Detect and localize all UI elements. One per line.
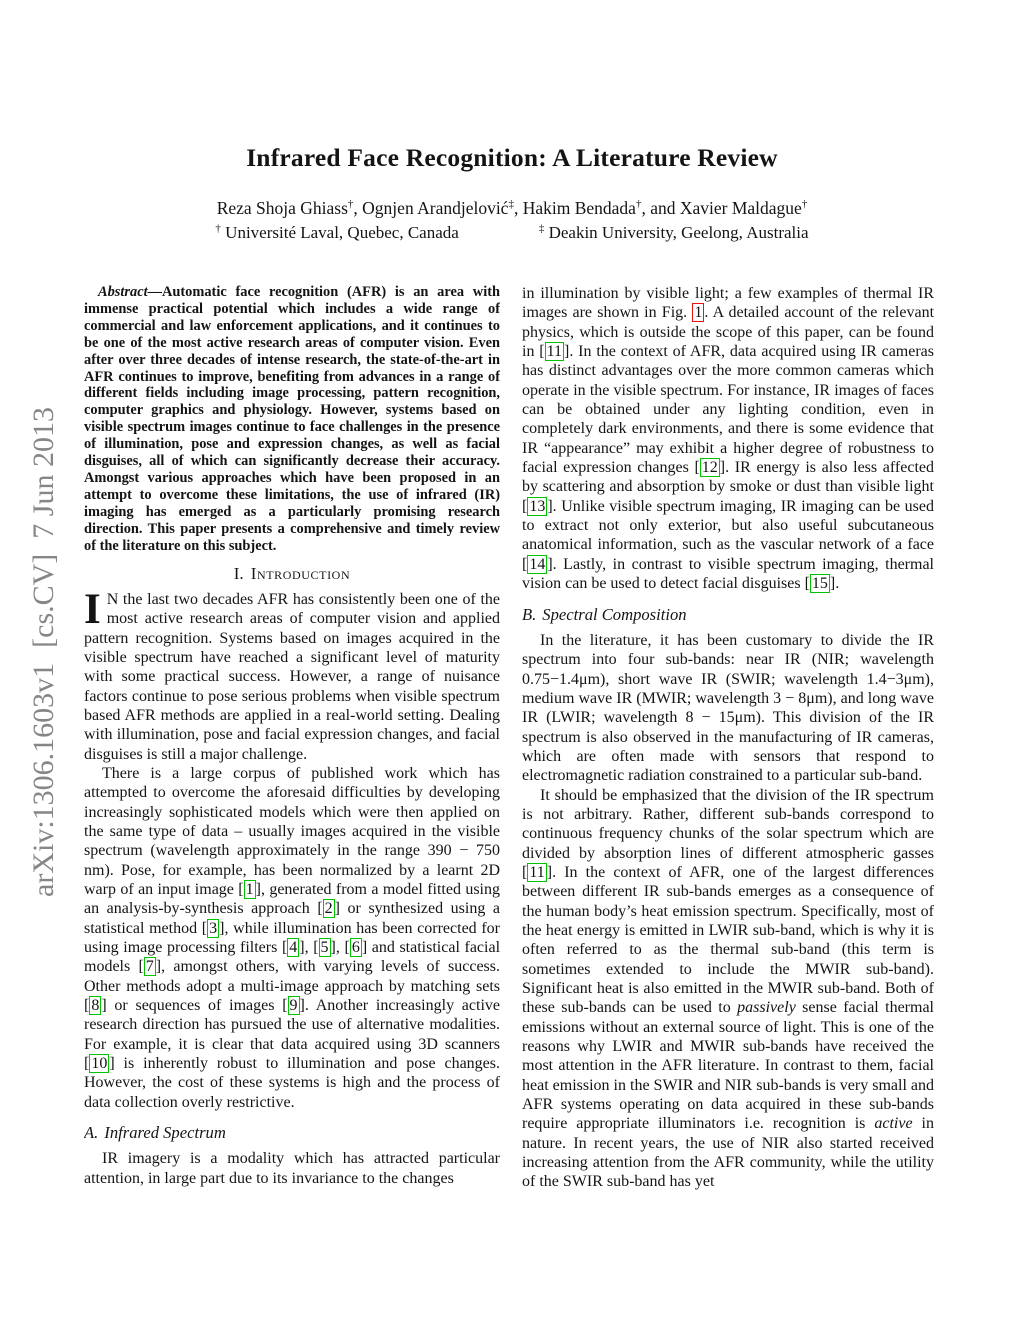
- text-run: . Lastly, in contrast to visible spectrum imaging, thermal vision can be used to detect facial disguises: [522, 555, 934, 593]
- text-run: . In the context of AFR, one of the largest differences between different IR sub-bands emerges as a consequence of the human body’s heat emission spectrum. Specifically, most of the heat energy is emitted in LWIR sub-band, which is why it is often referred to as the thermal sub-band (this term is sometimes extended to include the MWIR sub-band). Significant heat is also emitted in the MWIR sub-band. Both of these sub-bands can be used to: [522, 863, 934, 1017]
- text-run: , while illumination has been corrected for using image processing filters: [84, 919, 500, 957]
- text-run: . Another increasingly active research direction has pursued the use of alternative modalities. For example, it is clear that data acquired using 3D scanners: [84, 997, 500, 1053]
- affiliation-mark: ‡: [508, 198, 514, 211]
- citation-link[interactable]: [ 1 ]: [238, 881, 261, 898]
- affiliation-mark: †: [801, 198, 808, 211]
- citation-number: 11: [546, 343, 563, 361]
- paragraph: [84, 764, 500, 1112]
- citation-number: 13: [529, 497, 546, 515]
- affiliation-mark: †: [215, 222, 221, 235]
- text-run: . Unlike visible spectrum imaging, IR imaging can be used to extract not only exterior, but also useful subcutaneous anatomical information, such as the vascular network of a face: [522, 497, 934, 554]
- citation-link[interactable]: [ 3 ]: [201, 919, 225, 937]
- arxiv-banner: arXiv:1306.1603v1 [cs.CV] 7 Jun 2013: [27, 407, 60, 897]
- subsection-title: Spectral Composition: [542, 604, 687, 624]
- subsection-title: Infrared Spectrum: [104, 1123, 226, 1143]
- text-run: or sequences of images: [106, 997, 283, 1015]
- citation-link[interactable]: [ 2 ]: [317, 900, 340, 918]
- abstract-text: —Automatic face recognition (AFR) is an area with immense practical potential which includes a wide range of commercial and law enforcement applications, and it continues to be one of the most active research areas of computer vision. Even after over three decades of intense research, the state-of-the-art in AFR continues to improve, benefiting from advances in a range of different fields including image processing, pattern recognition, computer graphics and physiology. However, systems based on visible spectrum images continue to face challenges in the presence of illumination, pose and expression changes, as well as facial disguises, all of which can significantly decrease their accuracy. Amongst various approaches which have been proposed in an attempt to overcome these limitations, the use of infrared (IR) imaging has emerged as a particularly promising research direction. This paper presents a comprehensive and timely review of the literature on this subject.: [84, 284, 500, 554]
- text-run: IR imagery is a modality which has attracted particular attention, in large part due to its invariance to the changes: [84, 1150, 500, 1187]
- paragraph: [522, 631, 934, 786]
- affiliation-item: [215, 223, 458, 243]
- citation-number: 1: [245, 881, 254, 898]
- citation-number: 14: [529, 555, 546, 573]
- citation-link[interactable]: [ 12 ]: [694, 459, 726, 477]
- citation-number: 11: [529, 863, 545, 881]
- citation-link[interactable]: [ 15 ]: [804, 575, 836, 593]
- paper-title: Infrared Face Recognition: A Literature Review: [246, 143, 778, 172]
- subsection-heading: [84, 1123, 500, 1142]
- citation-link[interactable]: [ 4 ]: [281, 939, 305, 957]
- citation-number: 4: [289, 939, 298, 957]
- paragraph: [84, 585, 500, 764]
- text-run: in illumination by visible light; a few examples of thermal IR images are shown in Fig.: [522, 285, 934, 322]
- subsection-heading: [522, 605, 934, 624]
- citation-number: 2: [324, 900, 333, 918]
- citation-link[interactable]: [ 5 ]: [313, 939, 336, 957]
- text-run: sense facial thermal emissions without an external source of light. This is one of the reasons why LWIR and MWIR sub-bands have received the most attention in the AFR literature. In contrast to them, facial heat emission in the SWIR and NIR sub-bands is very small and AFR systems operating on data acquired in these sub-bands require appropriate illuminators i.e. recognition is: [522, 999, 934, 1133]
- text-run: . A detailed account of the relevant physics, which is outside the scope of this paper, can be found in: [522, 304, 934, 361]
- text-run: Université Laval, Quebec, Canada: [220, 223, 459, 242]
- citation-number: 8: [91, 997, 100, 1015]
- emphasized-text: passively: [737, 999, 796, 1017]
- text-run: is inherently robust to illumination and pose changes. However, the cost of these systems is high and the process of data collection overly restrictive.: [84, 1055, 500, 1111]
- text-run: ,: [304, 939, 314, 957]
- citation-number: 9: [289, 997, 298, 1015]
- drop-cap: I: [84, 585, 101, 633]
- abstract-label: Abstract: [98, 284, 148, 300]
- text-run: .: [835, 575, 840, 593]
- citation-number: 10: [91, 1055, 108, 1073]
- text-run: Deakin University, Geelong, Australia: [544, 223, 809, 242]
- affiliation-item: [539, 223, 809, 243]
- citation-link[interactable]: [ 11 ]: [522, 863, 553, 881]
- citation-link[interactable]: [ 9 ]: [282, 997, 305, 1015]
- two-column-body: [84, 284, 1024, 1284]
- emphasized-text: active: [874, 1115, 913, 1133]
- citation-link[interactable]: [ 8 ]: [84, 997, 107, 1015]
- paragraph: [84, 1149, 500, 1188]
- affiliation-mark: †: [347, 198, 354, 211]
- section-heading: [84, 564, 500, 583]
- subsection-label: A.: [84, 1123, 99, 1143]
- citation-number: 15: [811, 575, 828, 593]
- text-run: and statistical facial models: [84, 939, 500, 976]
- right-column: [522, 284, 934, 1284]
- text-run: Reza Shoja Ghiass: [216, 198, 348, 218]
- text-run: , generated from a model fitted using an analysis-by-synthesis approach: [84, 881, 500, 918]
- paper-header: [0, 0, 1024, 243]
- text-run: ,: [335, 939, 345, 957]
- figure-ref-number: 1: [694, 304, 703, 322]
- citation-link[interactable]: [ 10 ]: [84, 1055, 115, 1073]
- citation-number: 5: [320, 939, 329, 957]
- text-run: . IR energy is also less affected by scattering and absorption by smoke or dust than visible light: [522, 459, 934, 496]
- text-run: N the last two decades AFR has consistently been one of the most active research areas of computer vision and applied pattern recognition. Systems based on images acquired in the visible spectrum have reached a significant level of maturity with some practical success. However, a range of nuisance factors continue to pose serious problems when visible spectrum based AFR methods are applied in a real-world setting. Dealing with illumination, pose and facial expression changes, and facial disguises is still a major challenge.: [84, 590, 500, 763]
- affiliation-mark: ‡: [538, 222, 545, 235]
- text-run: There is a large corpus of published work which has attempted to overcome the aforesaid difficulties by developing increasingly sophisticated models which were then applied on the same type of data – usually images acquired in the visible spectrum (wavelength approximately in the range 390 − 750 nm). Pose, for example, has been normalized by a learnt 2D warp of an input image: [84, 764, 500, 898]
- text-run: . In the context of AFR, data acquired using IR cameras has distinct advantages over the more common cameras which operate in the visible spectrum. For instance, IR images of faces can be obtained under any lighting condition, even in completely dark environments, and there is some evidence that IR “appearance” may exhibit a higher degree of robustness to facial expression changes: [522, 343, 934, 477]
- text-run: , and Xavier Maldague: [641, 198, 802, 218]
- figure-ref-link[interactable]: [692, 303, 704, 322]
- citation-link[interactable]: [ 6 ]: [344, 939, 368, 957]
- affiliations: [0, 223, 1024, 243]
- text-run: or synthesized using a statistical method: [84, 900, 500, 937]
- section-title: Introduction: [250, 563, 351, 583]
- citation-number: 7: [145, 958, 154, 976]
- text-run: , Hakim Bendada: [513, 198, 636, 218]
- citation-link[interactable]: [ 11 ]: [539, 343, 570, 361]
- citation-link[interactable]: [ 13 ]: [522, 497, 553, 515]
- authors-line: [0, 198, 1024, 219]
- section-number: I.: [233, 563, 244, 583]
- citation-link[interactable]: [ 14 ]: [522, 555, 553, 573]
- affiliation-mark: †: [635, 198, 642, 211]
- citation-number: 6: [351, 939, 360, 957]
- citation-number: 3: [209, 919, 218, 937]
- left-column: [84, 284, 500, 1284]
- paragraph: [522, 786, 934, 1192]
- citation-number: 12: [701, 459, 718, 477]
- text-run: , Ognjen Arandjelović: [353, 198, 509, 218]
- text-run: in nature. In recent years, the use of NIR also started received increasing attention from the AFR community, while the utility of the SWIR sub-band has yet: [522, 1115, 934, 1191]
- abstract: [84, 284, 500, 555]
- citation-link[interactable]: [ 7 ]: [138, 958, 162, 976]
- text-run: In the literature, it has been customary to divide the IR spectrum into four sub-bands: near IR (NIR; wavelength 0.75−1.4μm), short wave IR (SWIR; wavelength 1.4−3μm), medium wave IR (MWIR; wavelength 3 − 8μm), and long wave IR (LWIR; wavelength 8 − 15μm). This division of the IR spectrum is also observed in the manufacturing of IR cameras, which are often made with sensors that respond to electromagnetic radiation constrained to a particular sub-band.: [522, 631, 934, 785]
- subsection-label: B.: [522, 604, 537, 624]
- paragraph: [522, 284, 934, 594]
- text-run: , amongst others, with varying levels of success. Other methods adopt a multi-image approach by matching sets: [84, 958, 500, 995]
- text-run: It should be emphasized that the division of the IR spectrum is not arbitrary. Rather, different sub-bands correspond to continuous frequency chunks of the solar spectrum which are divided by absorption lines of different atmospheric gasses: [522, 786, 934, 862]
